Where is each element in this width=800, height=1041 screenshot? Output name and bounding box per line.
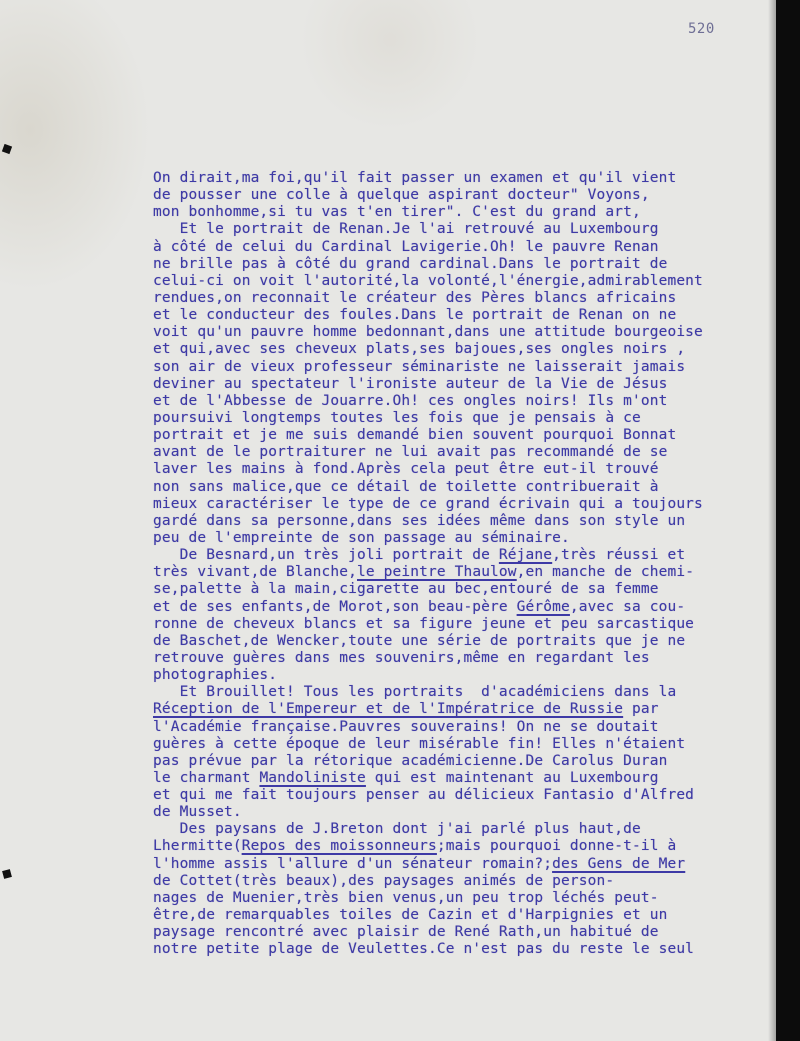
text-line: portrait et je me suis demandé bien souvent pourquoi Bonnat xyxy=(153,427,677,444)
underlined-title: Mandoliniste xyxy=(259,769,366,786)
text-line: de Musset. xyxy=(153,804,242,821)
text-line: se,palette à la main,cigarette au bec,entouré de sa femme xyxy=(153,581,659,598)
text-line: son air de vieux professeur séminariste ne laisserait jamais xyxy=(153,358,686,375)
underlined-title: des Gens de Mer xyxy=(552,855,686,872)
text-line: l'homme assis l'allure d'un sénateur romain?;des Gens de Mer xyxy=(153,855,686,872)
text-line: non sans malice,que ce détail de toilette contribuerait à xyxy=(153,478,659,495)
text-line: et qui,avec ses cheveux plats,ses bajoues,ses ongles noirs , xyxy=(153,341,686,358)
text-line: retrouve guères dans mes souvenirs,même en regardant les xyxy=(153,649,650,666)
text-line: De Besnard,un très joli portrait de Réjane,très réussi et xyxy=(153,547,686,564)
text-line: de Cottet(très beaux),des paysages animés de person- xyxy=(153,872,615,889)
body-text xyxy=(153,170,773,958)
text-line: et de ses enfants,de Morot,son beau-père Gérôme,avec sa cou- xyxy=(153,598,686,615)
underlined-title: le peintre Thaulow xyxy=(357,564,517,581)
text-line: On dirait,ma foi,qu'il fait passer un examen et qu'il vient xyxy=(153,170,677,186)
text-line: le charmant Mandoliniste qui est maintenant au Luxembourg xyxy=(153,769,659,786)
text-line: Lhermitte(Repos des moissonneurs;mais pourquoi donne-t-il à xyxy=(153,838,677,855)
underlined-title: Réjane xyxy=(498,547,553,564)
text-line: et de l'Abbesse de Jouarre.Oh! ces ongles noirs! Ils m'ont xyxy=(153,392,668,409)
text-line: laver les mains à fond.Après cela peut être eut-il trouvé xyxy=(153,461,659,478)
text-line: notre petite plage de Veulettes.Ce n'est pas du reste le seul xyxy=(153,941,695,958)
text-line: voit qu'un pauvre homme bedonnant,dans une attitude bourgeoise xyxy=(153,324,703,341)
text-line: de pousser une colle à quelque aspirant docteur" Voyons, xyxy=(153,187,650,204)
text-line: rendues,on reconnait le créateur des Pères blancs africains xyxy=(153,289,677,306)
text-line: nages de Muenier,très bien venus,un peu trop léchés peut- xyxy=(153,889,659,906)
underlined-title: Repos des moissonneurs xyxy=(241,838,437,855)
text-line: peu de l'empreinte de son passage au séminaire. xyxy=(153,529,570,546)
text-line: Et Brouillet! Tous les portraits d'académiciens dans la xyxy=(153,684,677,701)
text-line: ronne de cheveux blancs et sa figure jeune et peu sarcastique xyxy=(153,615,695,632)
text-line: Réception de l'Empereur et de l'Impératrice de Russie par xyxy=(153,701,659,718)
text-line: de Baschet,de Wencker,toute une série de portraits que je ne xyxy=(153,632,686,649)
text-line: Et le portrait de Renan.Je l'ai retrouvé au Luxembourg xyxy=(153,221,659,238)
text-line: deviner au spectateur l'ironiste auteur de la Vie de Jésus xyxy=(153,375,668,392)
text-line: mieux caractériser le type de ce grand écrivain qui a toujours xyxy=(153,495,703,512)
text-line: celui-ci on voit l'autorité,la volonté,l'énergie,admirablement xyxy=(153,272,703,289)
text-line: et qui me fait toujours penser au délicieux Fantasio d'Alfred xyxy=(153,787,695,804)
text-line: avant de le portraiturer ne lui avait pas recommandé de se xyxy=(153,444,668,461)
margin-hole-mark xyxy=(2,144,12,154)
text-line: paysage rencontré avec plaisir de René Rath,un habitué de xyxy=(153,924,659,941)
text-line: gardé dans sa personne,dans ses idées même dans son style un xyxy=(153,512,686,529)
text-line: être,de remarquables toiles de Cazin et d'Harpignies et un xyxy=(153,907,668,924)
page-edge xyxy=(768,0,776,1041)
text-line: à côté de celui du Cardinal Lavigerie.Oh! le pauvre Renan xyxy=(153,238,659,255)
underlined-title: Réception de l'Empereur et de l'Impératrice de Russie xyxy=(153,701,624,718)
text-line: guères à cette époque de leur misérable fin! Elles n'étaient xyxy=(153,735,686,752)
text-line: mon bonhomme,si tu vas t'en tirer". C'est du grand art, xyxy=(153,204,641,221)
text-line: ne brille pas à côté du grand cardinal.Dans le portrait de xyxy=(153,255,668,272)
page-number: 520 xyxy=(688,21,715,37)
text-line: photographies. xyxy=(153,667,278,684)
text-line: poursuivi longtemps toutes les fois que je pensais à ce xyxy=(153,409,641,426)
text-line: très vivant,de Blanche,le peintre Thaulow,en manche de chemi- xyxy=(153,564,695,581)
text-line: Des paysans de J.Breton dont j'ai parlé plus haut,de xyxy=(153,821,641,838)
text-line: pas prévue par la rétorique académicienne.De Carolus Duran xyxy=(153,752,668,769)
text-line: et le conducteur des foules.Dans le portrait de Renan on ne xyxy=(153,307,677,324)
margin-hole-mark xyxy=(2,869,12,879)
underlined-title: Gérôme xyxy=(516,598,570,615)
text-line: l'Académie française.Pauvres souverains! On ne se doutait xyxy=(153,718,659,735)
